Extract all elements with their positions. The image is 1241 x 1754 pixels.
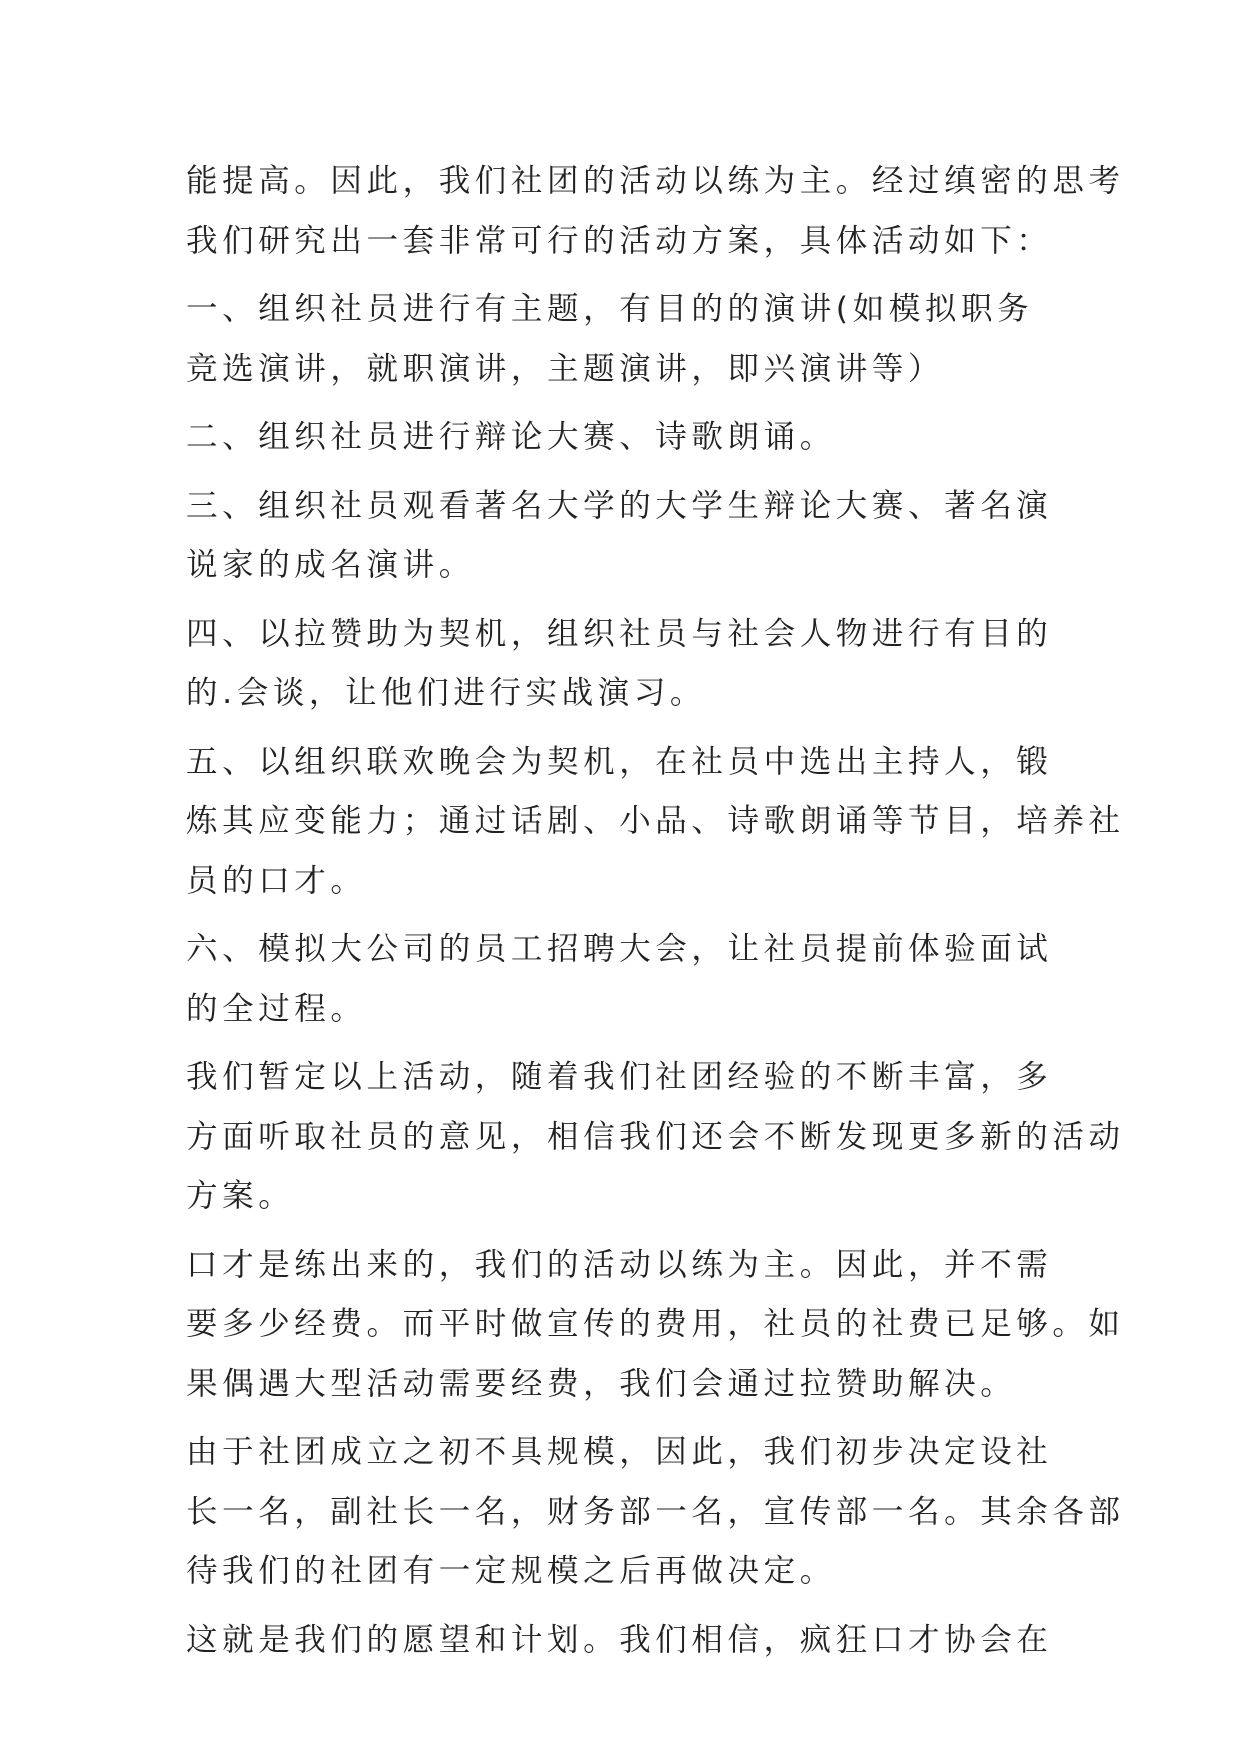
document-body [186, 152, 1125, 1670]
text-line: 要多少经费。而平时做宣传的费用，社员的社费已足够。如 [186, 1306, 1125, 1342]
text-line: 竞选演讲，就职演讲，主题演讲，即兴演讲等） [186, 350, 945, 387]
paragraph [186, 408, 1052, 468]
paragraph [186, 477, 1052, 596]
text-line: 员的口才。 [186, 862, 367, 899]
text-line: 口才是练出来的，我们的活动以练为主。因此，并不需 [186, 1246, 1053, 1283]
text-line: 果偶遇大型活动需要经费，我们会通过拉赞助解决。 [186, 1365, 1017, 1402]
paragraph [186, 920, 1052, 1039]
paragraph [186, 605, 1052, 724]
text-line: 长一名，副社长一名，财务部一名，宣传部一名。其余各部 [186, 1493, 1125, 1530]
text-line: 待我们的社团有一定规模之后再做决定。 [186, 1553, 836, 1589]
text-line: 炼其应变能力；通过话剧、小品、诗歌朗诵等节目，培养社 [186, 803, 1125, 839]
paragraph [186, 1236, 1125, 1415]
text-line: 五、以组织联欢晚会为契机，在社员中选出主持人，锻 [186, 743, 1053, 780]
text-line: 这就是我们的愿望和计划。我们相信，疯狂口才协会在 [186, 1621, 1053, 1658]
text-line: 二、组织社员进行辩论大赛、诗歌朗诵。 [186, 419, 836, 455]
paragraph [186, 152, 1125, 271]
text-line: 由于社团成立之初不具规模，因此，我们初步决定设社 [186, 1434, 1053, 1470]
paragraph [186, 1611, 1052, 1671]
paragraph [186, 733, 1125, 912]
text-line: 方案。 [186, 1178, 295, 1214]
text-line: 方面听取社员的意见，相信我们还会不断发现更多新的活动 [186, 1118, 1125, 1155]
text-line: 说家的成名演讲。 [186, 547, 475, 583]
paragraph [186, 1423, 1125, 1602]
text-line: 四、以拉赞助为契机，组织社员与社会人物进行有目的 [186, 615, 1053, 652]
text-line: 三、组织社员观看著名大学的大学生辩论大赛、著名演 [186, 487, 1053, 524]
text-line: 的.会谈，让他们进行实战演习。 [186, 675, 707, 711]
text-line: 的全过程。 [186, 990, 367, 1027]
text-line: 六、模拟大公司的员工招聘大会，让社员提前体验面试 [186, 931, 1053, 967]
paragraph [186, 280, 1052, 399]
text-line: 一、组织社员进行有主题，有目的的演讲(如模拟职务 [186, 291, 1034, 327]
paragraph [186, 1048, 1125, 1227]
text-line: 能提高。因此，我们社团的活动以练为主。经过缜密的思考 [186, 163, 1125, 199]
text-line: 我们暂定以上活动，随着我们社团经验的不断丰富，多 [186, 1059, 1053, 1095]
text-line: 我们研究出一套非常可行的活动方案，具体活动如下： [186, 222, 1053, 259]
